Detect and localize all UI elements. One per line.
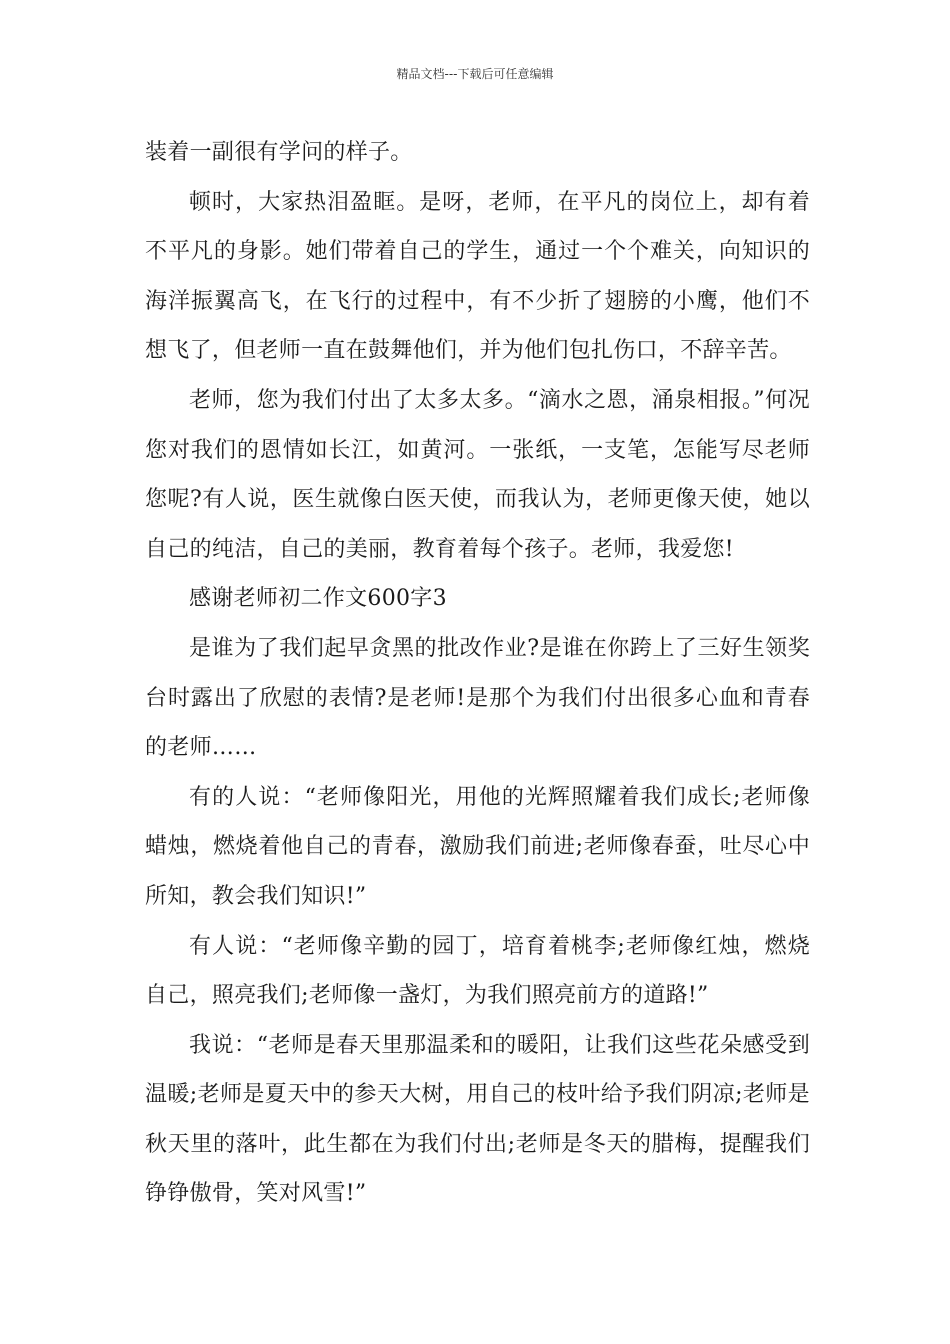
paragraph: 有人说：“老师像辛勤的园丁，培育着桃李;老师像红烛，燃烧自己，照亮我们;老师像一盏灯，为我们照亮前方的道路!” (145, 933, 810, 1009)
paragraph: 顿时，大家热泪盈眶。是呀，老师，在平凡的岗位上，却有着不平凡的身影。她们带着自己的学生，通过一个个难关，向知识的海洋振翼高飞，在飞行的过程中，有不少折了翅膀的小鹰，他们不想飞了，但老师一直在鼓舞他们，并为他们包扎伤口，不辞辛苦。 (145, 189, 810, 364)
article-body (145, 128, 810, 1219)
paragraph: 有的人说：“老师像阳光，用他的光辉照耀着我们成长;老师像蜡烛，燃烧着他自己的青春，激励我们前进;老师像春蚕，吐尽心中所知，教会我们知识!” (145, 784, 810, 909)
paragraph: 我说：“老师是春天里那温柔和的暖阳，让我们这些花朵感受到温暖;老师是夏天中的参天大树，用自己的枝叶给予我们阴凉;老师是秋天里的落叶，此生都在为我们付出;老师是冬天的腊梅，提醒我们铮铮傲骨，笑对风雪!” (145, 1032, 810, 1207)
paragraph-continuation: 装着一副很有学问的样子。 (145, 140, 413, 165)
paragraph: 老师，您为我们付出了太多太多。“滴水之恩，涌泉相报。”何况您对我们的恩情如长江，如黄河。一张纸，一支笔，怎能写尽老师您呢?有人说，医生就像白医天使，而我认为，老师更像天使，她以自己的纯洁，自己的美丽，教育着每个孩子。老师，我爱您! (145, 387, 810, 562)
paragraph: 是谁为了我们起早贪黑的批改作业?是谁在你跨上了三好生领奖台时露出了欣慰的表情?是老师!是那个为我们付出很多心血和青春的老师…… (145, 635, 810, 761)
section-title: 感谢老师初二作文600字3 (189, 586, 447, 612)
page-header: 精品文档---下载后可任意编辑 (396, 67, 554, 81)
